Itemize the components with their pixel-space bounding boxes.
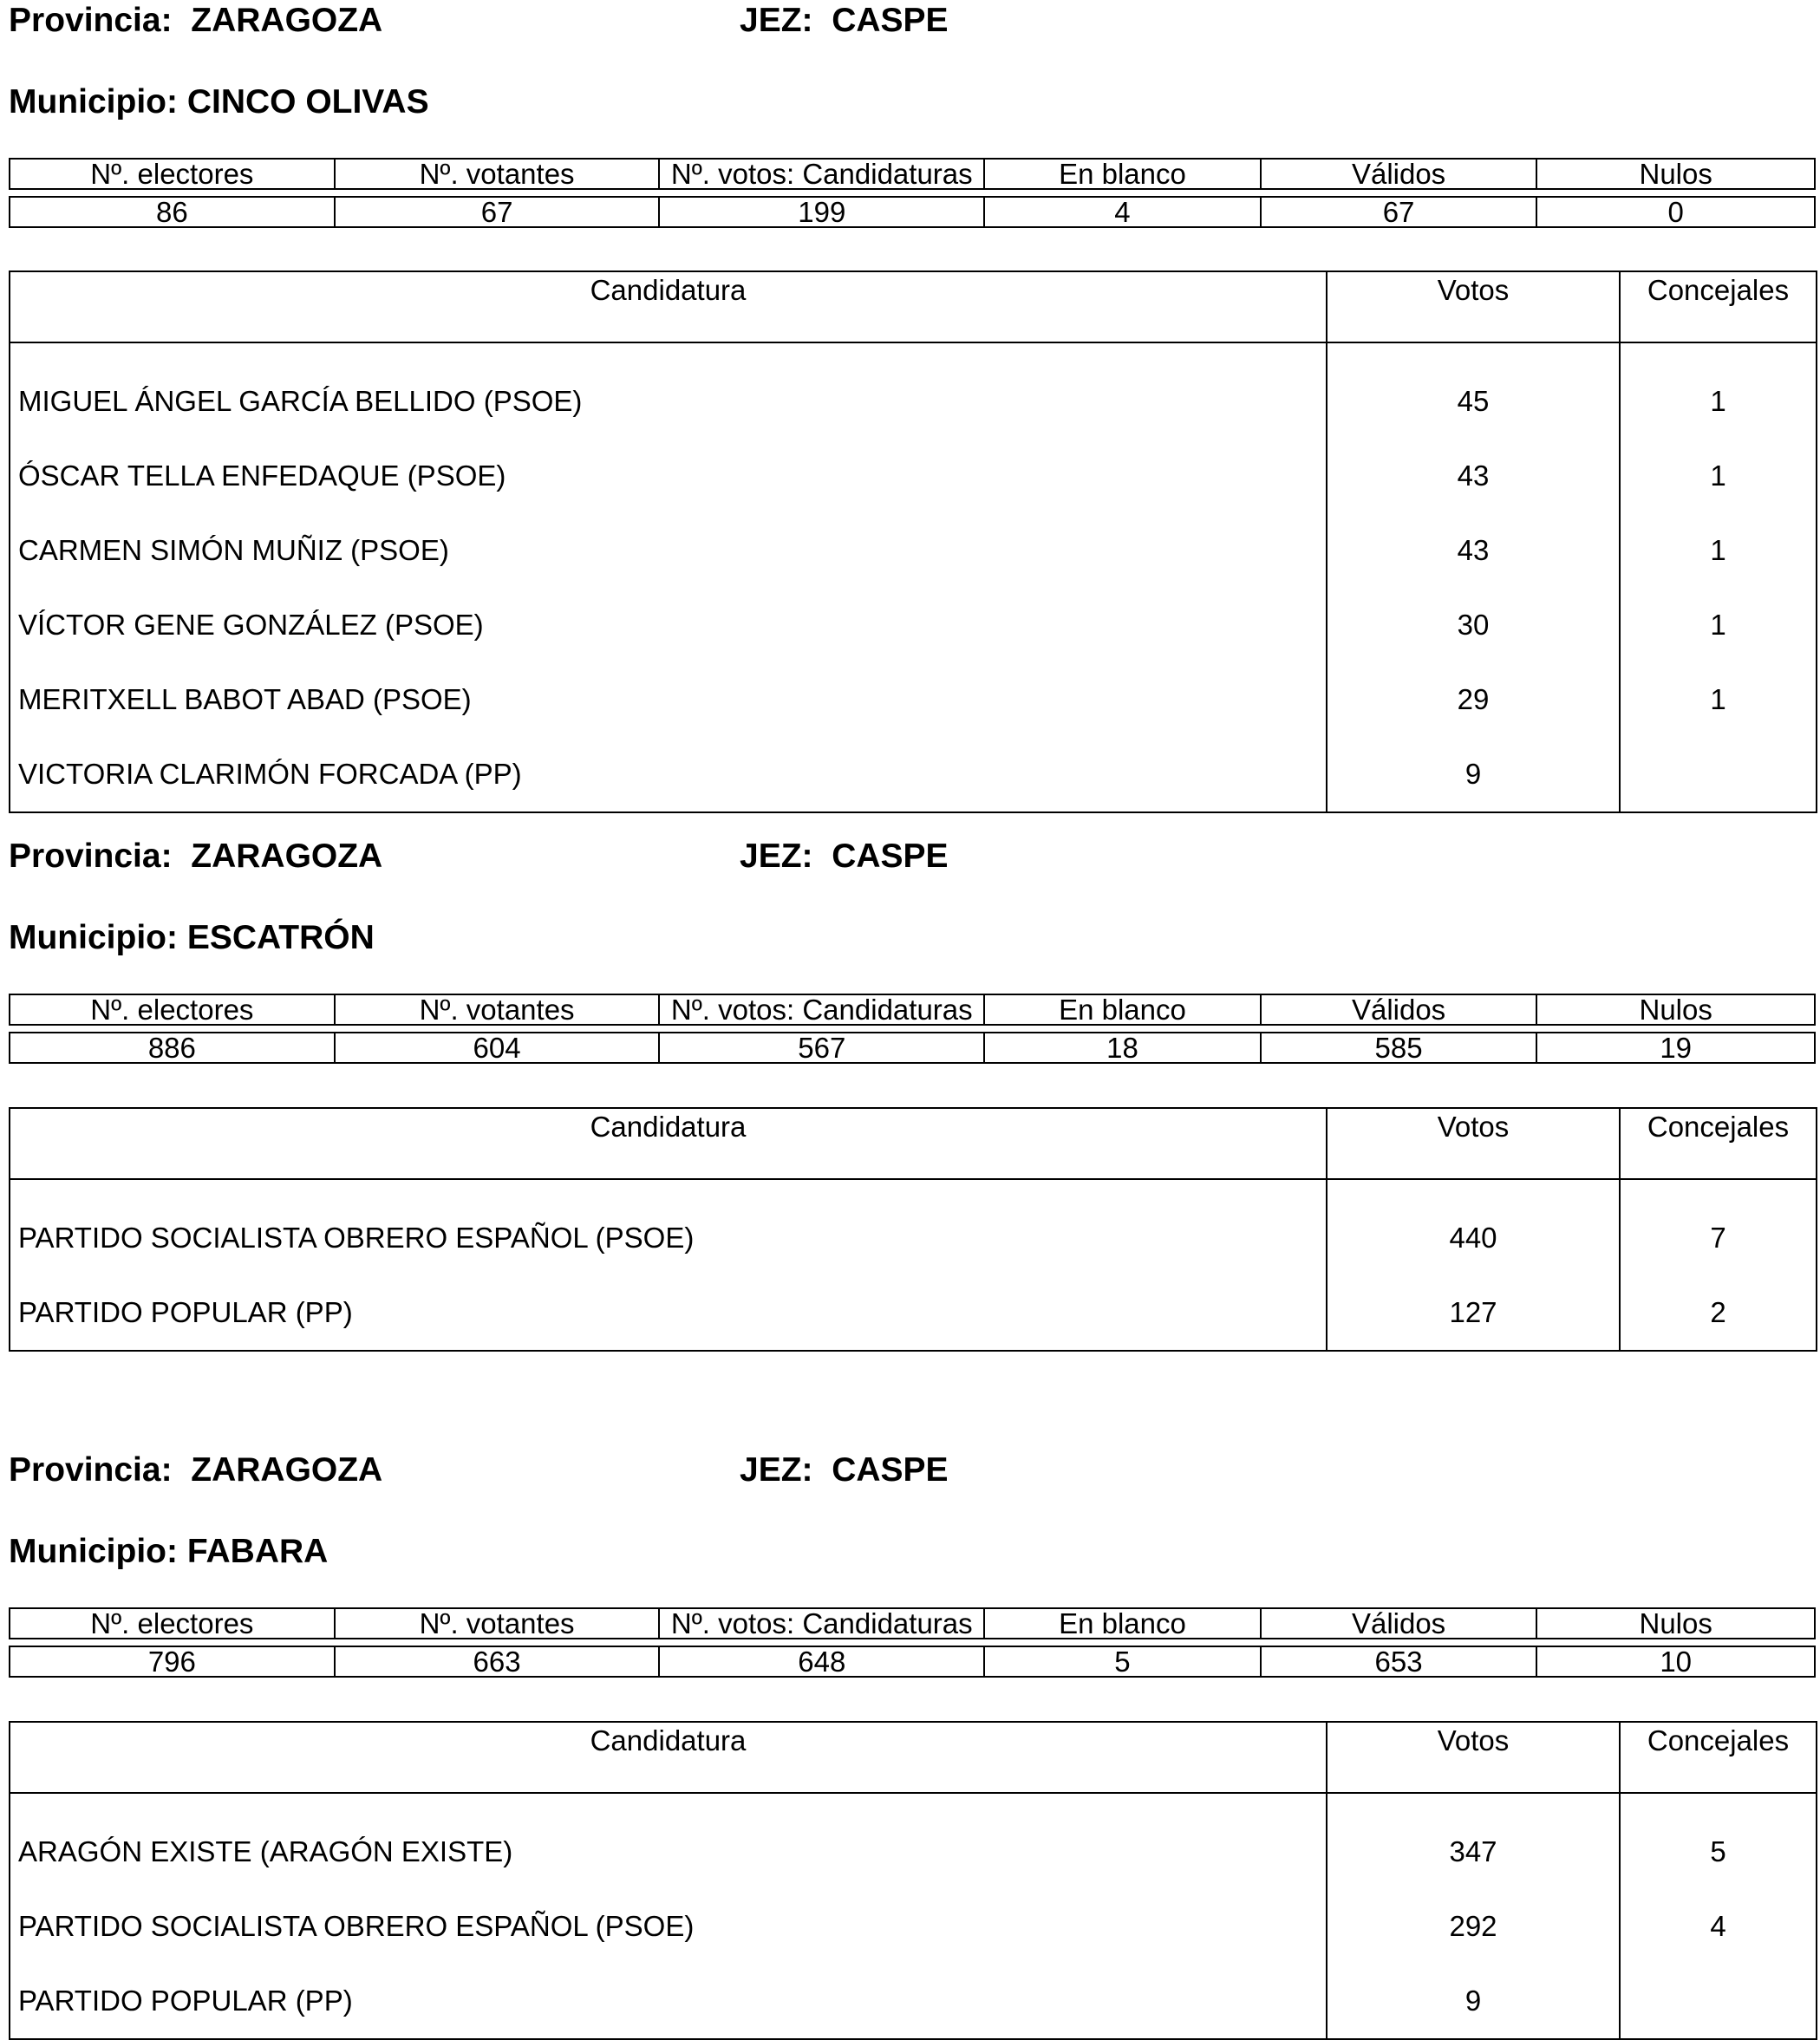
stats-header-votantes: Nº. votantes <box>335 159 660 189</box>
candidates-table <box>9 270 1817 813</box>
jez-label: JEZ: <box>740 2 813 39</box>
candidate-row <box>10 1964 1817 2039</box>
candidate-concejales <box>1620 1964 1817 2039</box>
candidate-votos: 347 <box>1327 1815 1620 1889</box>
stats-header-row <box>10 1608 1815 1639</box>
candidates-table <box>9 1107 1817 1352</box>
candidate-name: ARAGÓN EXISTE (ARAGÓN EXISTE) <box>10 1815 1327 1889</box>
candidate-row <box>10 1275 1817 1351</box>
candidate-votos: 9 <box>1327 737 1620 812</box>
candidates-header-concejales: Concejales <box>1620 1108 1817 1179</box>
candidate-name: VÍCTOR GENE GONZÁLEZ (PSOE) <box>10 588 1327 662</box>
candidate-votos: 127 <box>1327 1275 1620 1351</box>
stats-value-validos: 585 <box>1261 1033 1537 1063</box>
provincia-label: Provincia: <box>9 838 173 875</box>
candidate-votos: 30 <box>1327 588 1620 662</box>
stats-header-electores: Nº. electores <box>10 1608 335 1639</box>
candidates-header-row <box>10 1722 1817 1793</box>
stats-value-votos-candidaturas: 199 <box>659 197 984 227</box>
municipio-label: Municipio: <box>9 83 178 121</box>
provincia-value: ZARAGOZA <box>191 1451 383 1489</box>
candidate-row <box>10 1889 1817 1964</box>
candidates-header-row <box>10 1108 1817 1179</box>
candidate-concejales: 1 <box>1620 439 1817 513</box>
candidates-spacer <box>10 1179 1817 1201</box>
candidate-concejales <box>1620 737 1817 812</box>
candidates-header-row <box>10 271 1817 342</box>
municipio-label: Municipio: <box>9 1533 178 1570</box>
candidate-concejales: 5 <box>1620 1815 1817 1889</box>
provincia-header <box>9 1451 382 1489</box>
stats-header-en-blanco: En blanco <box>984 994 1261 1025</box>
stats-value-nulos: 19 <box>1536 1033 1815 1063</box>
stats-value-en-blanco: 18 <box>984 1033 1261 1063</box>
municipio-header <box>9 919 375 957</box>
stats-value-electores: 886 <box>10 1033 335 1063</box>
jez-header <box>740 838 949 876</box>
stats-header-nulos: Nulos <box>1536 994 1815 1025</box>
stats-header-nulos: Nulos <box>1536 1608 1815 1639</box>
jez-label: JEZ: <box>740 838 813 875</box>
candidate-row <box>10 513 1817 588</box>
candidate-name: CARMEN SIMÓN MUÑIZ (PSOE) <box>10 513 1327 588</box>
jez-label: JEZ: <box>740 1451 813 1489</box>
jez-value: CASPE <box>832 2 949 39</box>
candidates-header-votos: Votos <box>1327 1108 1620 1179</box>
candidate-name: MERITXELL BABOT ABAD (PSOE) <box>10 662 1327 737</box>
candidates-header-concejales: Concejales <box>1620 271 1817 342</box>
stats-header-en-blanco: En blanco <box>984 159 1261 189</box>
provincia-label: Provincia: <box>9 1451 173 1489</box>
candidate-concejales: 1 <box>1620 364 1817 439</box>
candidate-votos: 43 <box>1327 439 1620 513</box>
stats-value-votos-candidaturas: 567 <box>659 1033 984 1063</box>
municipio-value: CINCO OLIVAS <box>186 83 429 121</box>
stats-header-en-blanco: En blanco <box>984 1608 1261 1639</box>
municipio-header <box>9 83 429 121</box>
candidate-concejales: 1 <box>1620 513 1817 588</box>
stats-table <box>9 994 1816 1026</box>
candidate-name: VICTORIA CLARIMÓN FORCADA (PP) <box>10 737 1327 812</box>
provincia-label: Provincia: <box>9 2 173 39</box>
candidate-concejales: 1 <box>1620 662 1817 737</box>
stats-header-votantes: Nº. votantes <box>335 994 660 1025</box>
stats-value-en-blanco: 5 <box>984 1646 1261 1677</box>
provincia-value: ZARAGOZA <box>191 838 383 875</box>
candidates-header-concejales: Concejales <box>1620 1722 1817 1793</box>
candidate-votos: 440 <box>1327 1201 1620 1275</box>
candidate-name: ÓSCAR TELLA ENFEDAQUE (PSOE) <box>10 439 1327 513</box>
municipio-value: ESCATRÓN <box>186 919 375 956</box>
stats-value-en-blanco: 4 <box>984 197 1261 227</box>
stats-header-votos-candidaturas: Nº. votos: Candidaturas <box>659 994 984 1025</box>
stats-value-votantes: 604 <box>335 1033 660 1063</box>
stats-value-validos: 653 <box>1261 1646 1537 1677</box>
candidates-header-votos: Votos <box>1327 271 1620 342</box>
stats-value-row <box>10 1646 1815 1677</box>
stats-header-validos: Válidos <box>1261 1608 1537 1639</box>
candidate-concejales: 7 <box>1620 1201 1817 1275</box>
provincia-value: ZARAGOZA <box>191 2 383 39</box>
candidates-header-votos: Votos <box>1327 1722 1620 1793</box>
candidate-votos: 292 <box>1327 1889 1620 1964</box>
stats-values-table <box>9 1032 1816 1064</box>
jez-value: CASPE <box>832 1451 949 1489</box>
candidates-header-candidatura: Candidatura <box>10 271 1327 342</box>
candidate-row <box>10 662 1817 737</box>
candidate-name: MIGUEL ÁNGEL GARCÍA BELLIDO (PSOE) <box>10 364 1327 439</box>
candidate-votos: 9 <box>1327 1964 1620 2039</box>
stats-value-electores: 796 <box>10 1646 335 1677</box>
jez-value: CASPE <box>832 838 949 875</box>
stats-header-nulos: Nulos <box>1536 159 1815 189</box>
stats-header-votos-candidaturas: Nº. votos: Candidaturas <box>659 159 984 189</box>
stats-header-row <box>10 994 1815 1025</box>
stats-value-electores: 86 <box>10 197 335 227</box>
stats-values-table <box>9 196 1816 228</box>
municipio-value: FABARA <box>186 1533 329 1570</box>
candidates-header-candidatura: Candidatura <box>10 1722 1327 1793</box>
provincia-header <box>9 838 382 876</box>
candidate-row <box>10 588 1817 662</box>
candidate-name: PARTIDO SOCIALISTA OBRERO ESPAÑOL (PSOE) <box>10 1889 1327 1964</box>
candidate-concejales: 4 <box>1620 1889 1817 1964</box>
candidate-row <box>10 439 1817 513</box>
stats-header-validos: Válidos <box>1261 994 1537 1025</box>
stats-header-votos-candidaturas: Nº. votos: Candidaturas <box>659 1608 984 1639</box>
municipio-header <box>9 1533 328 1571</box>
candidate-row <box>10 1815 1817 1889</box>
candidate-row <box>10 364 1817 439</box>
stats-value-votantes: 67 <box>335 197 660 227</box>
municipio-label: Municipio: <box>9 919 178 956</box>
stats-value-row <box>10 1033 1815 1063</box>
candidate-votos: 45 <box>1327 364 1620 439</box>
stats-value-votantes: 663 <box>335 1646 660 1677</box>
stats-table <box>9 1607 1816 1639</box>
candidate-row <box>10 737 1817 812</box>
jez-header <box>740 2 949 40</box>
stats-values-table <box>9 1646 1816 1678</box>
candidate-concejales: 2 <box>1620 1275 1817 1351</box>
candidate-name: PARTIDO SOCIALISTA OBRERO ESPAÑOL (PSOE) <box>10 1201 1327 1275</box>
stats-header-votantes: Nº. votantes <box>335 1608 660 1639</box>
stats-header-electores: Nº. electores <box>10 994 335 1025</box>
candidate-votos: 29 <box>1327 662 1620 737</box>
candidate-name: PARTIDO POPULAR (PP) <box>10 1275 1327 1351</box>
stats-value-row <box>10 197 1815 227</box>
stats-header-electores: Nº. electores <box>10 159 335 189</box>
stats-value-nulos: 10 <box>1536 1646 1815 1677</box>
candidates-spacer <box>10 1793 1817 1815</box>
provincia-header <box>9 2 382 40</box>
stats-table <box>9 158 1816 190</box>
candidate-concejales: 1 <box>1620 588 1817 662</box>
candidate-name: PARTIDO POPULAR (PP) <box>10 1964 1327 2039</box>
stats-value-votos-candidaturas: 648 <box>659 1646 984 1677</box>
stats-value-nulos: 0 <box>1536 197 1815 227</box>
stats-value-validos: 67 <box>1261 197 1537 227</box>
candidate-votos: 43 <box>1327 513 1620 588</box>
candidates-header-candidatura: Candidatura <box>10 1108 1327 1179</box>
candidates-table <box>9 1721 1817 2040</box>
jez-header <box>740 1451 949 1489</box>
candidate-row <box>10 1201 1817 1275</box>
candidates-spacer <box>10 342 1817 364</box>
stats-header-row <box>10 159 1815 189</box>
stats-header-validos: Válidos <box>1261 159 1537 189</box>
